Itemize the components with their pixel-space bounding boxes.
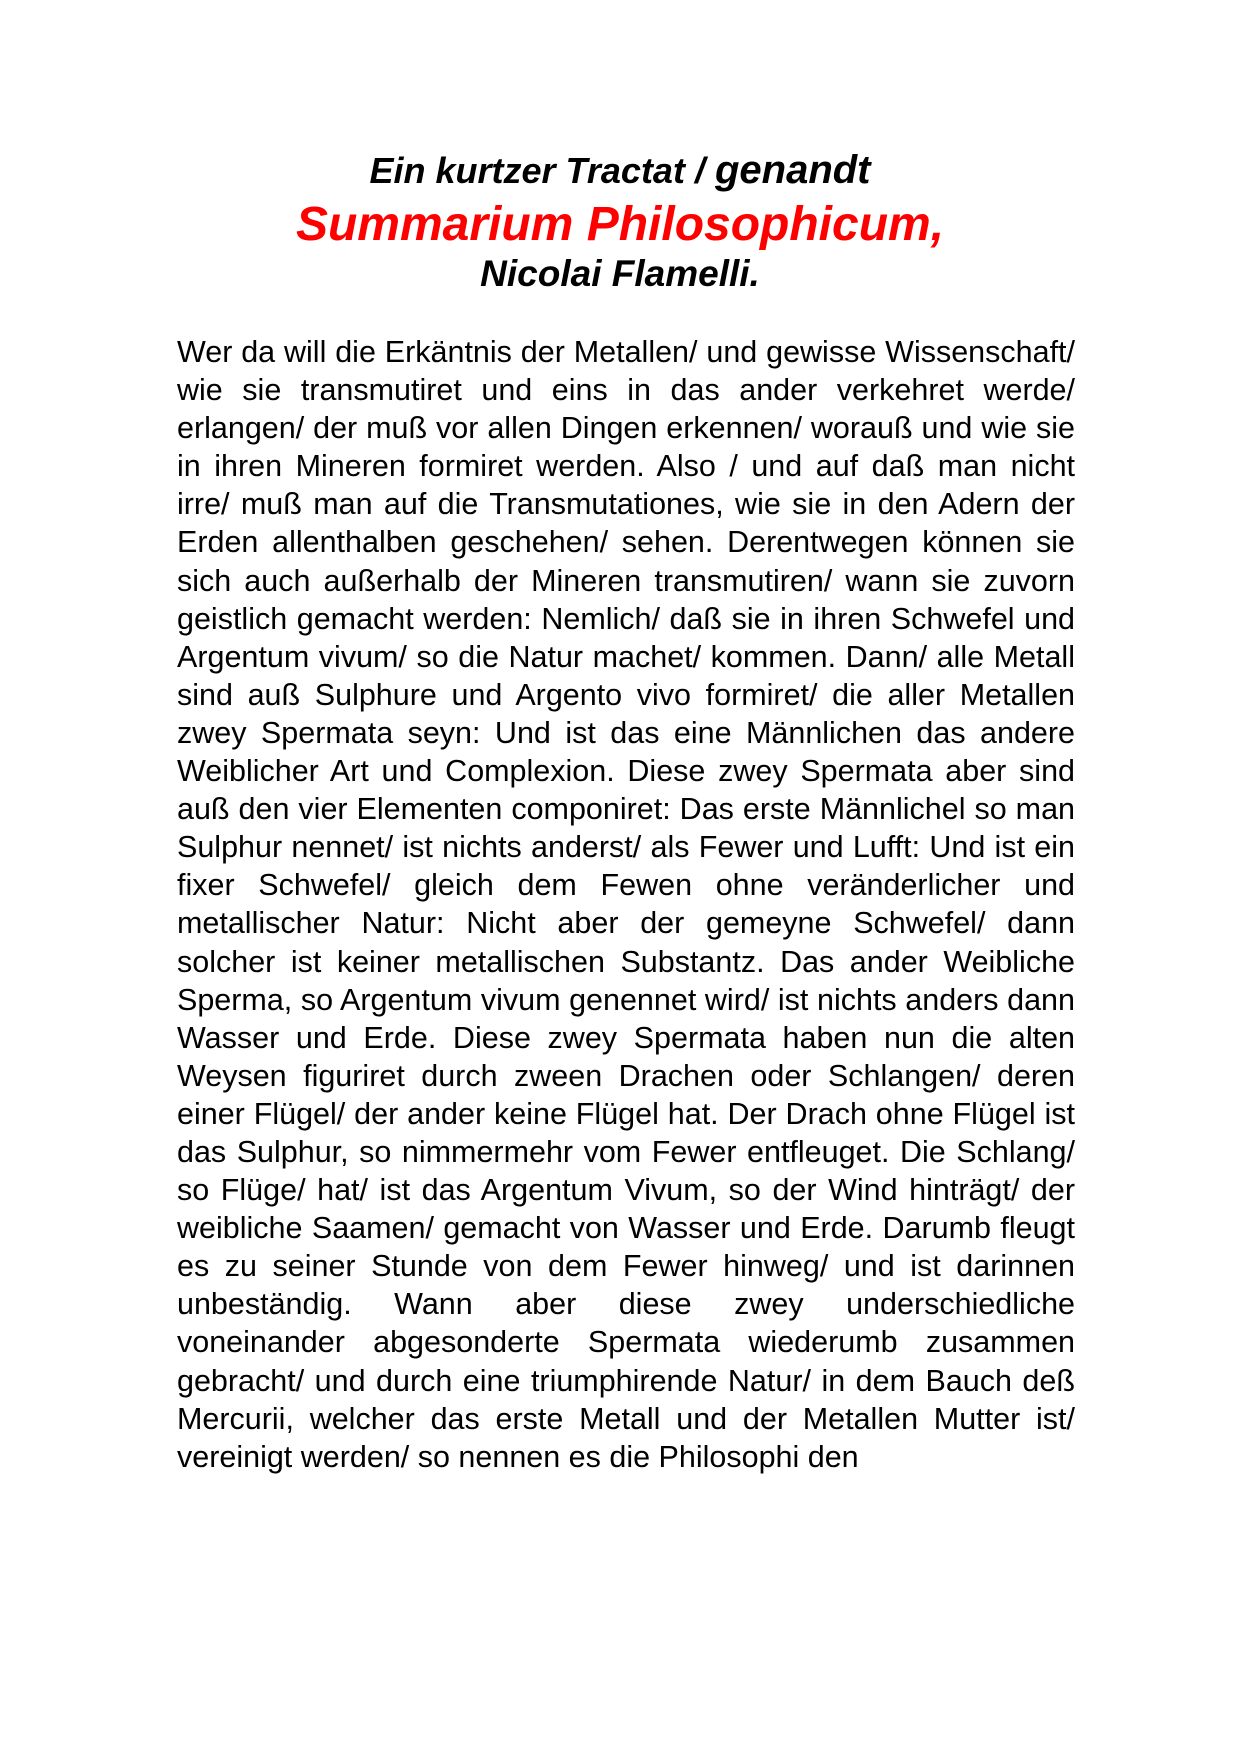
title-author: Nicolai Flamelli. [480, 253, 760, 294]
body-paragraph: Wer da will die Erkäntnis der Metallen/ und gewisse Wissenschaft/ wie sie transmutiret und eins in das ander verkehret werde/ erlangen/ der muß vor allen Dingen erkennen/ worauß und wie sie in ihren Mineren formiret werden. Also / und auf daß man nicht irre/ muß man auf die Transmutationes, wie sie in den Adern der Erden allenthalben geschehen/ sehen. Derentwegen können sie sich auch außerhalb der Mineren transmutiren/ wann sie zuvorn geistlich gemacht werden: Nemlich/ daß sie in ihren Schwefel und Argentum vivum/ so die Natur machet/ kommen. Dann/ alle Metall sind auß Sulphure und Argento vivo formiret/ die aller Metallen zwey Spermata seyn: Und ist das eine Männlichen das andere Weiblicher Art und Complexion. Diese zwey Spermata aber sind auß den vier Elementen componiret: Das erste Männlichel so man Sulphur nennet/ ist nichts anderst/ als Fewer und Lufft: Und ist ein fixer Schwefel/ gleich dem Fewen ohne veränderlicher und metallischer Natur: Nicht aber der gemeyne Schwefel/ dann solcher ist keiner metallischen Substantz. Das ander Weibliche Sperma, so Argentum vivum genennet wird/ ist nichts anders dann Wasser und Erde. Diese zwey Spermata haben nun die alten Weysen figuriret durch zween Drachen oder Schlangen/ deren einer Flügel/ der ander keine Flügel hat. Der Drach ohne Flügel ist das Sulphur, so nimmermehr vom Fewer entfleuget. Die Schlang/ so Flüge/ hat/ ist das Argentum Vivum, so der Wind hinträgt/ der weibliche Saamen/ gemacht von Wasser und Erde. Darumb fleugt es zu seiner Stunde von dem Fewer hinweg/ und ist darinnen unbeständig. Wann aber diese zwey underschiedliche voneinander abgesonderte Spermata wiederumb zusammen gebracht/ und durch eine triumphirende Natur/ in dem Bauch deß Mercurii, welcher das erste Metall und der Metallen Mutter ist/ vereinigt werden/ so nennen es die Philosophi den [177, 335, 1075, 1474]
title-line-1-part-1: Ein kurtzer Tractat / [369, 150, 715, 191]
title-line-1 [0, 148, 1240, 193]
title-line-1-part-2: genandt [714, 148, 871, 192]
title-main: Summarium Philosophicum, [295, 198, 945, 251]
